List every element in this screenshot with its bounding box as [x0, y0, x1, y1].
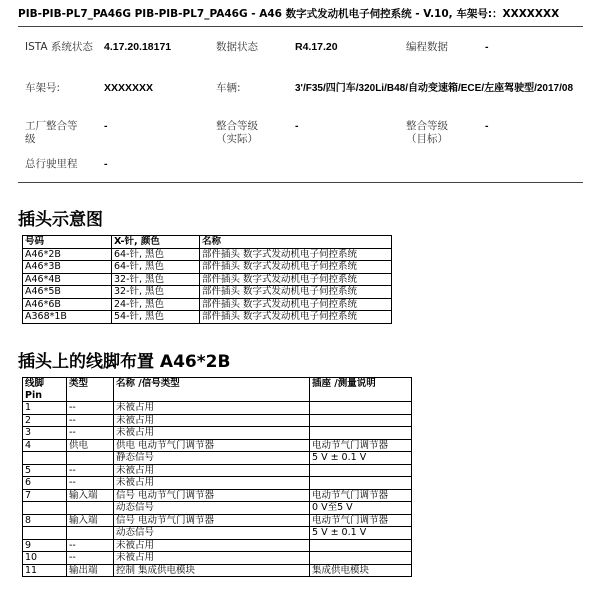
table-cell: 输入端 — [67, 489, 114, 502]
table-cell: -- — [67, 402, 114, 415]
table-cell: 未被占用 — [114, 414, 310, 427]
column-header: 类型 — [67, 378, 114, 402]
table-cell: 未被占用 — [114, 539, 310, 552]
table-cell: 供电 — [67, 439, 114, 452]
column-header: 号码 — [23, 236, 112, 249]
column-header: 名称 — [200, 236, 392, 249]
table-cell: 电动节气门调节器 — [310, 514, 412, 527]
table-cell: 部件插头 数字式发动机电子伺控系统 — [200, 248, 392, 261]
column-header: 名称 /信号类型 — [114, 378, 310, 402]
table-row — [23, 439, 412, 452]
table-cell: -- — [67, 414, 114, 427]
table-row — [23, 477, 412, 490]
table-row — [23, 464, 412, 477]
table-cell — [310, 427, 412, 440]
table-cell — [310, 477, 412, 490]
programming-value: - — [485, 41, 489, 53]
table-cell: 64-针, 黑色 — [112, 261, 200, 274]
table-cell: 3 — [23, 427, 67, 440]
table-row — [23, 402, 412, 415]
table-cell: 供电 电动节气门调节器 — [114, 439, 310, 452]
mileage-label: 总行驶里程 — [25, 158, 78, 170]
pin-section-title: 插头上的线脚布置 A46*2B — [18, 352, 231, 372]
vehicle-value: 3'/F35/四门车/320Li/B48/自动变速箱/ECE/左座驾驶型/2017/08 — [295, 83, 574, 94]
table-cell — [23, 527, 67, 540]
table-cell — [310, 539, 412, 552]
data-status-label: 数据状态 — [216, 41, 258, 53]
pin-table — [22, 377, 412, 577]
table-cell — [67, 452, 114, 465]
table-cell: 64-针, 黑色 — [112, 248, 200, 261]
info-divider — [18, 182, 583, 183]
table-cell: A46*4B — [23, 273, 112, 286]
column-header: 线脚 Pin — [23, 378, 67, 402]
table-cell: -- — [67, 427, 114, 440]
table-cell: 5 — [23, 464, 67, 477]
factory-level-value: - — [104, 120, 108, 132]
table-cell: A46*5B — [23, 286, 112, 299]
table-cell: 动态信号 — [114, 527, 310, 540]
table-row — [23, 452, 412, 465]
table-cell: -- — [67, 539, 114, 552]
vin-value: XXXXXXX — [104, 82, 154, 94]
table-cell: 动态信号 — [114, 502, 310, 515]
table-row — [23, 539, 412, 552]
vin-label: 车架号: — [25, 82, 61, 94]
connector-table — [22, 235, 392, 324]
table-cell: 部件插头 数字式发动机电子伺控系统 — [200, 311, 392, 324]
table-cell — [67, 527, 114, 540]
ista-label: ISTA 系统状态 — [25, 41, 93, 53]
table-cell: 未被占用 — [114, 427, 310, 440]
table-row — [23, 489, 412, 502]
table-cell: 部件插头 数字式发动机电子伺控系统 — [200, 286, 392, 299]
table-cell: 32-针, 黑色 — [112, 273, 200, 286]
table-cell: 电动节气门调节器 — [310, 439, 412, 452]
table-cell: -- — [67, 552, 114, 565]
table-cell — [310, 552, 412, 565]
table-cell: 控制 集成供电模块 — [114, 564, 310, 577]
table-cell: 电动节气门调节器 — [310, 489, 412, 502]
table-cell: 54-针, 黑色 — [112, 311, 200, 324]
table-cell: 1 — [23, 402, 67, 415]
table-row — [23, 427, 412, 440]
table-cell: 5 V ± 0.1 V — [310, 527, 412, 540]
table-cell: A46*6B — [23, 298, 112, 311]
table-row — [23, 564, 412, 577]
table-cell: A46*2B — [23, 248, 112, 261]
table-cell: 集成供电模块 — [310, 564, 412, 577]
table-cell — [23, 502, 67, 515]
table-cell: 未被占用 — [114, 464, 310, 477]
table-cell: 9 — [23, 539, 67, 552]
table-row — [23, 514, 412, 527]
mileage-value: - — [104, 158, 108, 170]
actual-level-value: - — [295, 120, 299, 132]
table-row — [23, 502, 412, 515]
table-row — [23, 552, 412, 565]
table-cell: 2 — [23, 414, 67, 427]
document-header: PIB-PIB-PL7_PA46G PIB-PIB-PL7_PA46G - A46 数字式发动机电子伺控系统 - V.10, 车架号:：XXXXXXX — [18, 8, 560, 20]
table-cell: 输入端 — [67, 514, 114, 527]
table-row — [23, 311, 392, 324]
table-cell: 未被占用 — [114, 402, 310, 415]
table-cell: A46*3B — [23, 261, 112, 274]
table-cell: 6 — [23, 477, 67, 490]
table-row — [23, 286, 392, 299]
table-cell: A368*1B — [23, 311, 112, 324]
table-cell — [23, 452, 67, 465]
table-cell: 32-针, 黑色 — [112, 286, 200, 299]
table-row — [23, 273, 392, 286]
table-cell — [67, 502, 114, 515]
table-cell — [310, 464, 412, 477]
connector-table-header — [23, 236, 392, 249]
vehicle-label: 车辆: — [216, 82, 241, 94]
ista-value: 4.17.20.18171 — [104, 41, 172, 53]
column-header: 插座 /测量说明 — [310, 378, 412, 402]
table-cell: 未被占用 — [114, 477, 310, 490]
table-cell: 信号 电动节气门调节器 — [114, 489, 310, 502]
data-status-value: R4.17.20 — [295, 41, 338, 53]
table-row — [23, 414, 412, 427]
actual-level-label: 整合等级（实际） — [216, 120, 258, 145]
pin-table-header — [23, 378, 412, 402]
factory-level-label: 工厂整合等级 — [25, 120, 78, 145]
table-cell: 5 V ± 0.1 V — [310, 452, 412, 465]
table-cell: 信号 电动节气门调节器 — [114, 514, 310, 527]
table-cell: 11 — [23, 564, 67, 577]
table-row — [23, 261, 392, 274]
table-cell: 7 — [23, 489, 67, 502]
table-cell: 24-针, 黑色 — [112, 298, 200, 311]
programming-label: 编程数据 — [406, 41, 448, 53]
table-cell: -- — [67, 477, 114, 490]
header-divider — [18, 26, 583, 27]
table-cell — [310, 402, 412, 415]
table-cell: 8 — [23, 514, 67, 527]
target-level-label: 整合等级（目标） — [406, 120, 448, 145]
table-cell: 输出端 — [67, 564, 114, 577]
column-header: X-针, 颜色 — [112, 236, 200, 249]
table-cell: 10 — [23, 552, 67, 565]
table-cell: 静态信号 — [114, 452, 310, 465]
table-cell: 部件插头 数字式发动机电子伺控系统 — [200, 261, 392, 274]
table-cell: 0 V至5 V — [310, 502, 412, 515]
table-cell: -- — [67, 464, 114, 477]
table-row — [23, 248, 392, 261]
table-cell: 未被占用 — [114, 552, 310, 565]
connector-section-title: 插头示意图 — [18, 210, 103, 230]
table-cell: 部件插头 数字式发动机电子伺控系统 — [200, 298, 392, 311]
table-cell: 部件插头 数字式发动机电子伺控系统 — [200, 273, 392, 286]
target-level-value: - — [485, 120, 489, 132]
table-cell — [310, 414, 412, 427]
table-cell: 4 — [23, 439, 67, 452]
table-row — [23, 527, 412, 540]
table-row — [23, 298, 392, 311]
